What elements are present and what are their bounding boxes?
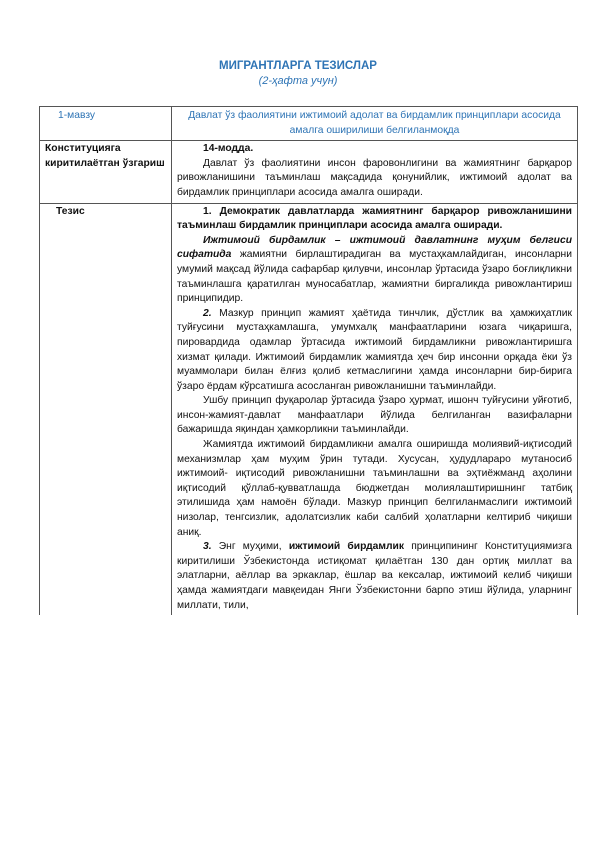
thesis-point-1 <box>177 205 572 234</box>
thesis-cell <box>172 203 578 615</box>
solidarity-definition-bold: Ижтимоий бирдамлик – ижтимоий давлатнинг муҳим белгиси сифатида <box>177 234 572 261</box>
article-number: 14-модда. <box>203 143 254 155</box>
amendment-cell <box>172 141 578 203</box>
thesis-point-3 <box>177 540 572 613</box>
solidarity-definition-rest: жамиятни бирлаштирадиган ва мустаҳкамлайдиган, инсонларни умумий мақсад йўлида сафарбар қилувчи, инсонлар ўртасида ўзаро боғлиқликни таъминлашга қаратилган муносабатлар, жамиятни биргаликда ривожлантириш принципидир. <box>177 249 572 305</box>
thesis-label: Тезис <box>40 203 172 615</box>
topic-row <box>40 107 578 141</box>
solidarity-definition <box>177 234 572 307</box>
thesis-2-number: 2. <box>203 307 212 319</box>
theses-table <box>39 106 578 615</box>
article-text: Давлат ўз фаолиятини инсон фаровонлигини ва жамиятнинг барқарор ривожланишини таъминлаш мақсадида қонунийлик, ижтимоий адолат ва бирдамлик принциплари асосида амалга оширади. <box>177 157 572 198</box>
document-subtitle: (2-ҳафта учун) <box>258 75 338 87</box>
thesis-2-text: Мазкур принцип жамият ҳаётида тинчлик, дўстлик ва ҳамжиҳатлик туйғусини мустаҳкамлашга, умумхалқ манфаатларини юзага чиқаришга, пировардида одамлар ўртасида ижтимоий бирдамликни ривожлантиришга хизмат қилади. Ижтимоий бирдамлик жамиятда ҳеч бир инсонни орқада ёки ўз муаммолари билан ёлғиз қолиб кетмаслигини ҳамда инсонларни бир-бирига ўзаро ёрдам кўрсатишга асосланган ривожланишни таъминлайди. <box>177 307 572 392</box>
thesis-row <box>40 203 578 615</box>
amendment-label: Конституцияга киритилаётган ўзгариш <box>40 141 172 203</box>
thesis-point-2 <box>177 307 572 395</box>
topic-label: 1-мавзу <box>40 107 172 141</box>
thesis-3-pre: Энг муҳими, <box>211 541 289 553</box>
thesis-1-number: 1. <box>203 205 212 217</box>
thesis-3-bold: ижтимоий бирдамлик <box>288 541 405 553</box>
thesis-3-number: 3. <box>203 541 212 553</box>
thesis-3-rest: принципининг Конституциямизга киритилиши Ўзбекистонда истиқомат қилаётган 130 дан ортиқ миллат ва элатларни, аёллар ва эркаклар, ёшлар ва кексалар, ижтимоий келиб чиқиши ҳамда жамиятдаги мавқеидан Янги Ўзбекистонни барпо этиш йўлида, уларнинг миллати, тили, <box>177 541 572 611</box>
thesis-paragraph-4: Ушбу принцип фуқаролар ўртасида ўзаро ҳурмат, ишонч туйғусини уйғотиб, инсон-жамият-давлат манфаатлари йўлида белгиланган вазифаларни бажаришда яқиндан ҳамкорликни таъминлайди. <box>177 395 572 436</box>
topic-title: Давлат ўз фаолиятини ижтимоий адолат ва бирдамлик принциплари асосида амалга оширилиши белгиланмоқда <box>172 107 578 141</box>
amendment-row <box>40 141 578 203</box>
thesis-1-text: Демократик давлатларда жамиятнинг барқарор ривожланишини таъминлаш бирдамлик принциплари асосида амалга оширади. <box>177 205 572 232</box>
thesis-paragraph-5: Жамиятда ижтимоий бирдамликни амалга оширишда молиявий-иқтисодий механизмлар ҳам муҳим ўрин тутади. Хусусан, ҳудудлараро мутаносиб ижтимоий- иқтисодий ривожланишни таъминлашни ва эҳтиёжманд аҳолини иқтисодий қўллаб-қувватлашда бюджетдан молиялаштиришнинг татбиқ этилишида ҳам намоён бўлади. Мазкур принцип белгиланмаслиги ижтимоий низолар, тенгсизлик, адолатсизлик каби салбий ҳолатларни келтириб чиқиши аниқ. <box>177 439 572 538</box>
document-title: МИГРАНТЛАРГА ТЕЗИСЛАР <box>219 60 377 72</box>
